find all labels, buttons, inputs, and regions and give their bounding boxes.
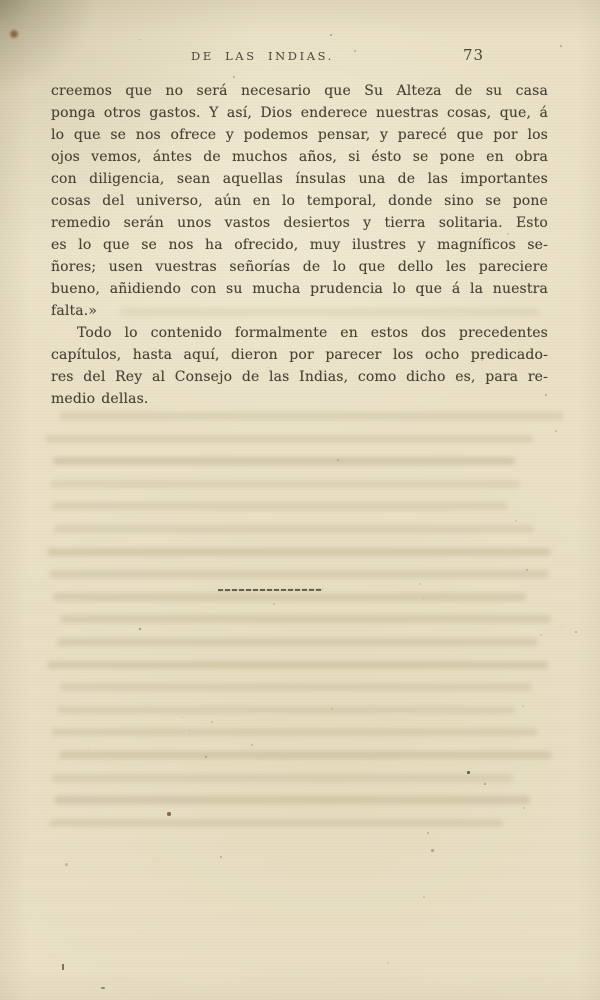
ghost-text-line: [53, 457, 515, 465]
paper-speck: [273, 603, 275, 605]
ghost-text-line: [54, 796, 530, 804]
ghost-text-line: [51, 728, 538, 736]
paper-speck: [331, 708, 333, 710]
paragraph-1: [51, 80, 548, 322]
ghost-text-line: [49, 570, 549, 578]
text-line: ponga otros gastos. Y así, Dios enderece nuestras cosas, que, á: [51, 105, 548, 121]
text-line: ñores; usen vuestras señorías de lo que dello les pareciere: [51, 259, 548, 275]
paper-speck: [555, 430, 557, 432]
paper-speck: [354, 50, 356, 52]
ghost-text-line: [51, 774, 513, 782]
paper-mark: [101, 987, 105, 990]
paper-speck: [526, 569, 528, 571]
ghost-text-line: [50, 480, 520, 488]
section-divider-rule: [218, 589, 323, 591]
paper-speck: [88, 749, 89, 750]
paper-mark: [62, 964, 64, 970]
text-line: lo que se nos ofrece y podemos pensar, y parecé que por los: [51, 127, 548, 143]
paper-speck: [560, 45, 562, 47]
paper-mark: [467, 771, 470, 774]
paper-speck: [423, 598, 424, 599]
paper-speck: [575, 631, 577, 633]
paper-speck: [65, 863, 68, 866]
ghost-text-line: [60, 615, 551, 623]
paper-speck: [427, 832, 429, 834]
paper-speck: [484, 783, 486, 785]
text-line: medio dellas.: [51, 391, 149, 407]
paper-speck: [540, 634, 542, 636]
ghost-text-line: [51, 502, 508, 510]
paragraph-2: [51, 322, 548, 410]
page-number: 73: [463, 46, 485, 64]
text-line: remedio serán unos vastos desiertos y tierra solitaria. Esto: [51, 215, 548, 231]
ghost-text-line: [57, 638, 538, 646]
text-line: con diligencia, sean aquellas ínsulas una de las importantes: [51, 171, 548, 187]
text-line: ojos vemos, ántes de muchos años, si ésto se pone en obra: [51, 149, 548, 165]
text-line: creemos que no será necesario que Su Alteza de su casa: [51, 83, 548, 99]
text-line: Todo lo contenido formalmente en estos dos precedentes: [77, 325, 548, 341]
text-line: res del Rey al Consejo de las Indias, como dicho es, para re-: [51, 369, 548, 385]
paper-speck: [233, 76, 235, 78]
ghost-text-line: [54, 525, 534, 533]
ghost-text-line: [47, 548, 551, 556]
text-line: es lo que se nos ha ofrecido, muy ilustres y magníficos se-: [51, 237, 548, 253]
ghost-text-line: [53, 593, 526, 601]
paper-mark: [167, 812, 171, 816]
paper-speck: [522, 705, 524, 707]
running-header-title: DE LAS INDIAS.: [191, 49, 334, 63]
ghost-text-line: [47, 661, 548, 669]
text-line: cosas del universo, aún en lo temporal, donde sino se pone: [51, 193, 548, 209]
text-line: falta.»: [51, 303, 98, 319]
ghost-text-line: [59, 751, 552, 759]
paper-speck: [431, 849, 434, 852]
foxing-spot: [9, 29, 19, 39]
ghost-text-line: [59, 412, 563, 420]
ghost-text-line: [49, 819, 503, 827]
text-line: bueno, añidiendo con su mucha prudencia lo que á la nuestra: [51, 281, 548, 297]
ghost-text-line: [60, 683, 532, 691]
ghost-text-line: [45, 435, 533, 443]
paper-speck: [419, 583, 421, 585]
paper-mark: [330, 34, 332, 36]
text-line: capítulos, hasta aquí, dieron por parecer los ocho predicado-: [51, 347, 548, 363]
paper-mark: [139, 628, 141, 630]
text-block: [51, 80, 548, 410]
ghost-text-line: [57, 706, 515, 714]
